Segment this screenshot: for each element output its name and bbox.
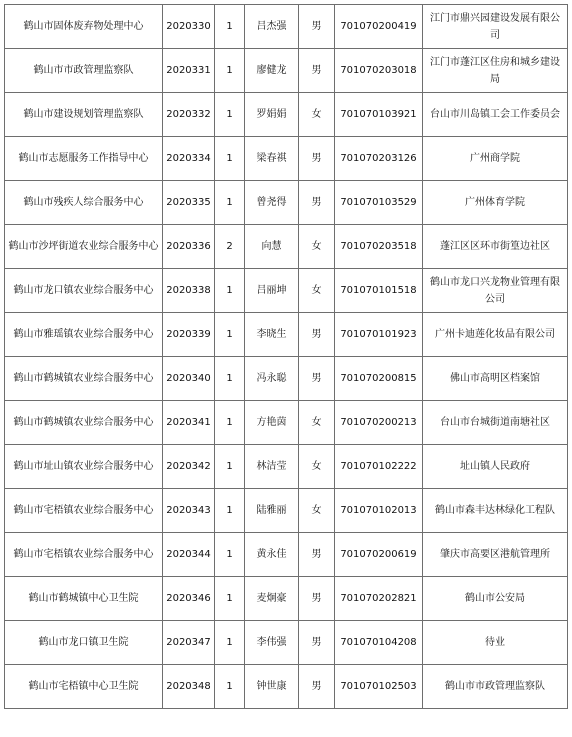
- workplace-cell: 蓬江区区环市街篁边社区: [423, 225, 568, 269]
- workplace-cell: 鹤山市龙口兴龙物业管理有限公司: [423, 269, 568, 313]
- hire-count-cell: 1: [215, 445, 245, 489]
- position-code-cell: 2020335: [163, 181, 215, 225]
- position-code-cell: 2020334: [163, 137, 215, 181]
- gender-cell: 男: [299, 49, 335, 93]
- position-code-cell: 2020346: [163, 577, 215, 621]
- exam-id-cell: 701070102013: [335, 489, 423, 533]
- table-row: [5, 181, 568, 225]
- hire-count-cell: 1: [215, 533, 245, 577]
- unit-cell: 鹤山市龙口镇卫生院: [5, 621, 163, 665]
- exam-id-cell: 701070101518: [335, 269, 423, 313]
- workplace-cell: 江门市鼎兴园建设发展有限公司: [423, 5, 568, 49]
- table-row: [5, 225, 568, 269]
- candidate-name-cell: 林洁莹: [245, 445, 299, 489]
- unit-cell: 鹤山市建设规划管理监察队: [5, 93, 163, 137]
- gender-cell: 男: [299, 533, 335, 577]
- workplace-cell: 广州商学院: [423, 137, 568, 181]
- gender-cell: 男: [299, 137, 335, 181]
- unit-cell: 鹤山市鹤城镇农业综合服务中心: [5, 401, 163, 445]
- table-row: [5, 665, 568, 709]
- table-row: [5, 313, 568, 357]
- position-code-cell: 2020340: [163, 357, 215, 401]
- unit-cell: 鹤山市宅梧镇中心卫生院: [5, 665, 163, 709]
- hire-count-cell: 1: [215, 665, 245, 709]
- workplace-cell: 址山镇人民政府: [423, 445, 568, 489]
- unit-cell: 鹤山市雅瑶镇农业综合服务中心: [5, 313, 163, 357]
- table-row: [5, 49, 568, 93]
- exam-id-cell: 701070202821: [335, 577, 423, 621]
- exam-id-cell: 701070200619: [335, 533, 423, 577]
- candidate-table: [4, 4, 568, 709]
- exam-id-cell: 701070203018: [335, 49, 423, 93]
- table-body: [5, 5, 568, 709]
- unit-cell: 鹤山市鹤城镇中心卫生院: [5, 577, 163, 621]
- table-row: [5, 137, 568, 181]
- candidate-name-cell: 梁春祺: [245, 137, 299, 181]
- gender-cell: 女: [299, 225, 335, 269]
- workplace-cell: 肇庆市高要区港航管理所: [423, 533, 568, 577]
- candidate-name-cell: 李伟强: [245, 621, 299, 665]
- table-row: [5, 5, 568, 49]
- gender-cell: 女: [299, 269, 335, 313]
- position-code-cell: 2020331: [163, 49, 215, 93]
- candidate-name-cell: 李晓生: [245, 313, 299, 357]
- hire-count-cell: 1: [215, 49, 245, 93]
- position-code-cell: 2020341: [163, 401, 215, 445]
- position-code-cell: 2020332: [163, 93, 215, 137]
- exam-id-cell: 701070200419: [335, 5, 423, 49]
- unit-cell: 鹤山市固体废弃物处理中心: [5, 5, 163, 49]
- candidate-name-cell: 麦炯豪: [245, 577, 299, 621]
- table-row: [5, 533, 568, 577]
- unit-cell: 鹤山市龙口镇农业综合服务中心: [5, 269, 163, 313]
- workplace-cell: 广州卡迪莲化妆品有限公司: [423, 313, 568, 357]
- hire-count-cell: 1: [215, 93, 245, 137]
- position-code-cell: 2020347: [163, 621, 215, 665]
- unit-cell: 鹤山市址山镇农业综合服务中心: [5, 445, 163, 489]
- hire-count-cell: 1: [215, 181, 245, 225]
- workplace-cell: 江门市蓬江区住房和城乡建设局: [423, 49, 568, 93]
- exam-id-cell: 701070203126: [335, 137, 423, 181]
- table-row: [5, 93, 568, 137]
- unit-cell: 鹤山市鹤城镇农业综合服务中心: [5, 357, 163, 401]
- unit-cell: 鹤山市残疾人综合服务中心: [5, 181, 163, 225]
- workplace-cell: 鹤山市森丰达林绿化工程队: [423, 489, 568, 533]
- hire-count-cell: 1: [215, 357, 245, 401]
- candidate-name-cell: 钟世康: [245, 665, 299, 709]
- table-row: [5, 621, 568, 665]
- table-row: [5, 489, 568, 533]
- unit-cell: 鹤山市市政管理监察队: [5, 49, 163, 93]
- table-row: [5, 577, 568, 621]
- gender-cell: 女: [299, 93, 335, 137]
- gender-cell: 男: [299, 357, 335, 401]
- candidate-name-cell: 吕丽坤: [245, 269, 299, 313]
- exam-id-cell: 701070102222: [335, 445, 423, 489]
- position-code-cell: 2020339: [163, 313, 215, 357]
- position-code-cell: 2020344: [163, 533, 215, 577]
- gender-cell: 男: [299, 621, 335, 665]
- workplace-cell: 待业: [423, 621, 568, 665]
- position-code-cell: 2020338: [163, 269, 215, 313]
- position-code-cell: 2020336: [163, 225, 215, 269]
- unit-cell: 鹤山市沙坪街道农业综合服务中心: [5, 225, 163, 269]
- candidate-name-cell: 廖健龙: [245, 49, 299, 93]
- candidate-name-cell: 黄永佳: [245, 533, 299, 577]
- candidate-name-cell: 罗娟娟: [245, 93, 299, 137]
- table-row: [5, 401, 568, 445]
- hire-count-cell: 1: [215, 313, 245, 357]
- table-row: [5, 269, 568, 313]
- position-code-cell: 2020342: [163, 445, 215, 489]
- gender-cell: 女: [299, 445, 335, 489]
- exam-id-cell: 701070203518: [335, 225, 423, 269]
- hire-count-cell: 1: [215, 269, 245, 313]
- candidate-name-cell: 冯永聪: [245, 357, 299, 401]
- exam-id-cell: 701070102503: [335, 665, 423, 709]
- candidate-name-cell: 曾尧得: [245, 181, 299, 225]
- workplace-cell: 鹤山市公安局: [423, 577, 568, 621]
- hire-count-cell: 1: [215, 577, 245, 621]
- hire-count-cell: 1: [215, 621, 245, 665]
- hire-count-cell: 1: [215, 489, 245, 533]
- position-code-cell: 2020330: [163, 5, 215, 49]
- gender-cell: 男: [299, 5, 335, 49]
- hire-count-cell: 1: [215, 137, 245, 181]
- hire-count-cell: 2: [215, 225, 245, 269]
- unit-cell: 鹤山市宅梧镇农业综合服务中心: [5, 489, 163, 533]
- candidate-name-cell: 方艳茵: [245, 401, 299, 445]
- table-row: [5, 357, 568, 401]
- gender-cell: 男: [299, 577, 335, 621]
- position-code-cell: 2020348: [163, 665, 215, 709]
- exam-id-cell: 701070104208: [335, 621, 423, 665]
- exam-id-cell: 701070103921: [335, 93, 423, 137]
- candidate-name-cell: 向慧: [245, 225, 299, 269]
- gender-cell: 女: [299, 401, 335, 445]
- candidate-name-cell: 陆雅丽: [245, 489, 299, 533]
- gender-cell: 男: [299, 313, 335, 357]
- hire-count-cell: 1: [215, 5, 245, 49]
- exam-id-cell: 701070103529: [335, 181, 423, 225]
- table-row: [5, 445, 568, 489]
- workplace-cell: 台山市台城街道南塘社区: [423, 401, 568, 445]
- position-code-cell: 2020343: [163, 489, 215, 533]
- exam-id-cell: 701070101923: [335, 313, 423, 357]
- workplace-cell: 佛山市高明区档案馆: [423, 357, 568, 401]
- workplace-cell: 广州体育学院: [423, 181, 568, 225]
- unit-cell: 鹤山市志愿服务工作指导中心: [5, 137, 163, 181]
- workplace-cell: 台山市川岛镇工会工作委员会: [423, 93, 568, 137]
- gender-cell: 男: [299, 665, 335, 709]
- workplace-cell: 鹤山市市政管理监察队: [423, 665, 568, 709]
- candidate-name-cell: 吕杰强: [245, 5, 299, 49]
- exam-id-cell: 701070200815: [335, 357, 423, 401]
- gender-cell: 女: [299, 489, 335, 533]
- unit-cell: 鹤山市宅梧镇农业综合服务中心: [5, 533, 163, 577]
- gender-cell: 男: [299, 181, 335, 225]
- hire-count-cell: 1: [215, 401, 245, 445]
- exam-id-cell: 701070200213: [335, 401, 423, 445]
